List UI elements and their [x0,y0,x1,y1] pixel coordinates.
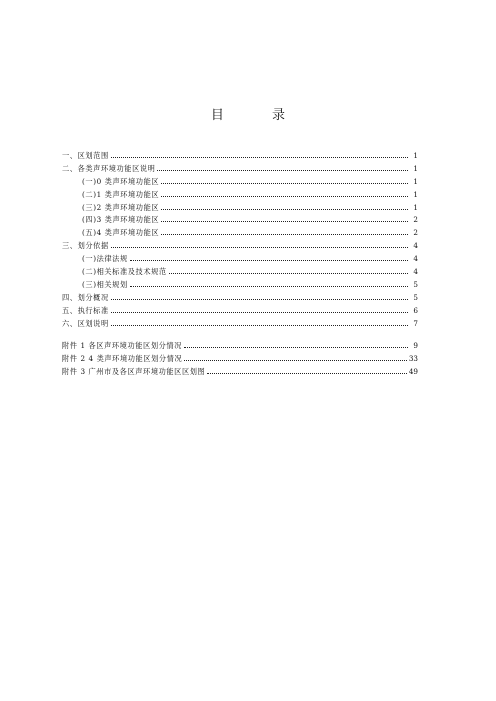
toc-entry-label: 一、区划范围 [62,151,109,160]
toc-title: 目 录 [210,108,308,123]
toc-entry-label: (五)4 类声环境功能区 [82,228,160,238]
leader-dots [157,170,408,171]
toc-entry-label: (二)1 类声环境功能区 [82,189,160,199]
appendix-entry[interactable] [62,340,418,353]
toc-entry-page: 1 [413,151,418,160]
appendix-entry-page: 9 [413,341,418,351]
toc-subentry[interactable] [62,214,418,227]
table-of-contents [62,150,418,379]
toc-entry-label: (一)法律法规 [82,254,128,264]
toc-entry-page: 1 [413,189,418,199]
toc-entry-label: 六、区划说明 [62,318,109,328]
leader-dots [161,196,408,197]
toc-entry[interactable] [62,305,418,318]
toc-entry-page: 7 [413,318,418,328]
leader-dots [169,273,408,274]
leader-dots [111,325,408,326]
toc-subentry[interactable] [62,253,418,266]
toc-entry-page: 1 [413,163,418,173]
leader-dots [161,234,408,235]
leader-dots [111,299,408,300]
leader-dots [161,221,408,222]
toc-entry-page: 1 [413,202,418,212]
toc-entry-label: (四)3 类声环境功能区 [82,215,160,225]
appendix-entry-label: 附件 1 各区声环境功能区划分情况 [62,341,182,351]
toc-entry-page: 2 [413,228,418,238]
leader-dots [184,360,407,361]
toc-entry[interactable] [62,163,418,176]
toc-entry-label: (一)0 类声环境功能区 [82,176,160,186]
appendix-entry-label: 附件 3 广州市及各区声环境功能区区划图 [62,367,206,377]
toc-subentry[interactable] [62,266,418,279]
leader-dots [161,183,408,184]
toc-entry[interactable] [62,240,418,253]
leader-dots [161,209,408,210]
toc-entry[interactable] [62,292,418,305]
leader-dots [184,347,408,348]
toc-entry-page: 4 [413,254,418,264]
toc-subentry[interactable] [62,189,418,202]
leader-dots [111,312,408,313]
appendix-entry-label: 附件 2 4 类声环境功能区划分情况 [62,354,183,364]
toc-subentry[interactable] [62,227,418,240]
leader-dots [130,260,408,261]
toc-entry-label: (三)2 类声环境功能区 [82,202,160,212]
toc-entry-page: 5 [413,292,418,302]
appendix-entry-page: 33 [408,354,418,364]
toc-entry[interactable] [62,150,418,163]
leader-dots [111,247,408,248]
appendix-entry[interactable] [62,366,418,379]
toc-entry-label: 二、各类声环境功能区说明 [62,163,156,173]
leader-dots [111,157,408,158]
toc-subentry[interactable] [62,202,418,215]
toc-entry-label: 四、划分概况 [62,292,109,302]
toc-entry-label: (三)相关规划 [82,279,128,289]
toc-entry-page: 4 [413,267,418,277]
toc-entry-page: 1 [413,176,418,186]
appendix-entry[interactable] [62,353,418,366]
toc-entry-label: 三、划分依据 [62,241,109,251]
leader-dots [207,373,407,374]
appendix-entry-page: 49 [408,367,418,377]
toc-entry-page: 5 [413,279,418,289]
toc-entry[interactable] [62,318,418,331]
leader-dots [130,286,408,287]
toc-subentry[interactable] [62,279,418,292]
toc-entry-page: 6 [413,305,418,315]
toc-entry-label: (二)相关标准及技术规范 [82,267,167,277]
section-gap [62,330,418,340]
toc-entry-label: 五、执行标准 [62,305,109,315]
toc-entry-page: 2 [413,215,418,225]
toc-subentry[interactable] [62,176,418,189]
toc-entry-page: 4 [413,241,418,251]
